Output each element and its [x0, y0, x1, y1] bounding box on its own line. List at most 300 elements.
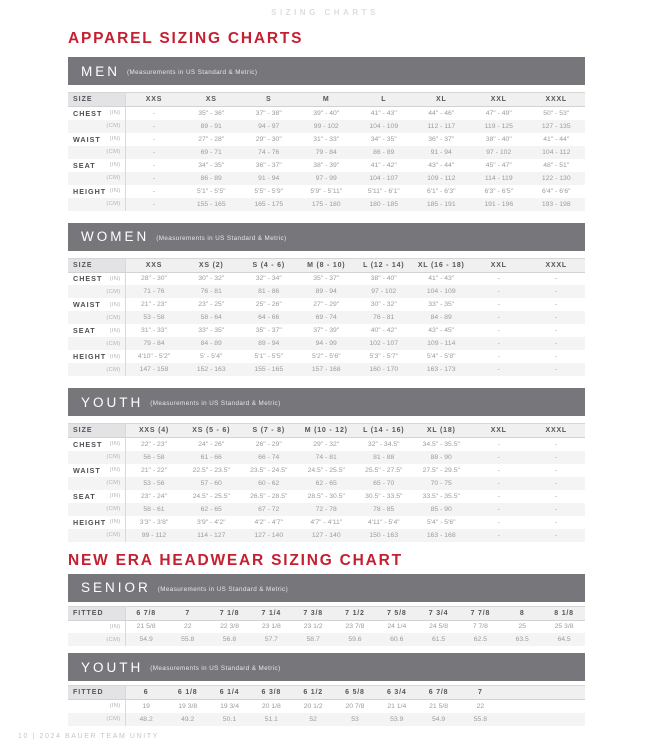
size-value: 4'7" - 4'11": [310, 518, 343, 526]
fitted-header-row: [68, 686, 585, 700]
row-label-cell: [68, 298, 125, 311]
unit-label: (IN): [109, 162, 121, 168]
size-value: 20 7/8: [345, 702, 365, 710]
size-value: 67 - 72: [240, 503, 298, 516]
row-label-wrap: [68, 274, 125, 283]
size-value: -: [555, 353, 558, 360]
size-value: 109 - 112: [413, 172, 471, 185]
fitted-size-value: 7 5/8: [376, 606, 418, 620]
row-label-wrap: [68, 492, 125, 501]
size-value: 31" - 33": [313, 135, 340, 143]
size-value: -: [470, 529, 528, 542]
size-value: 26.5" - 28.5": [250, 492, 288, 500]
column-header: S (7 - 8): [240, 424, 298, 438]
size-value: 56 - 58: [125, 451, 183, 464]
size-value: 60 - 62: [240, 477, 298, 490]
size-value: -: [555, 466, 558, 474]
row-label-wrap: [68, 123, 125, 129]
size-value: 23 1/2: [303, 623, 323, 631]
size-value: 99 - 102: [298, 120, 356, 133]
size-value: 21" - 23": [141, 301, 167, 308]
table-row: [68, 285, 585, 298]
size-value: 5'2" - 5'6": [311, 353, 341, 360]
fitted-size-value: 6 7/8: [418, 686, 460, 700]
size-value: 29" - 32": [313, 440, 340, 448]
column-header: XXS (4): [125, 424, 183, 438]
row-label-wrap: [68, 289, 125, 295]
measurement-note: (Measurements in US Standard & Metric): [157, 585, 289, 593]
row-label-wrap: [68, 703, 125, 709]
unit-label: (CM): [106, 480, 121, 486]
row-label-cell: [68, 477, 125, 490]
fitted-size-value: [543, 686, 585, 700]
size-value: 21" - 22": [141, 466, 167, 474]
unit-label: (CM): [106, 201, 121, 207]
table-row: [68, 311, 585, 324]
size-value: -: [528, 311, 586, 324]
row-label-wrap: [68, 716, 125, 722]
size-value: 65 - 70: [355, 477, 413, 490]
size-value: 24 1/4: [387, 623, 407, 631]
unit-label: (CM): [106, 454, 121, 460]
size-value: 58 - 61: [125, 503, 183, 516]
size-value: -: [528, 363, 586, 376]
row-label-wrap: [68, 352, 125, 361]
table-row: [68, 438, 585, 451]
size-value: 112 - 117: [413, 120, 471, 133]
size-value: 6'3" - 6'5": [484, 187, 514, 195]
row-label: CHEST: [73, 274, 103, 284]
size-column-header: SIZE: [68, 424, 125, 438]
size-value: 34" - 35": [370, 135, 397, 143]
row-label-cell: [68, 311, 125, 324]
table-row: [68, 198, 585, 211]
size-value: 114 - 119: [470, 172, 528, 185]
unit-label: (IN): [109, 136, 121, 142]
column-header: XXL: [470, 93, 528, 107]
column-header: XXL: [470, 258, 528, 272]
table-row: [68, 146, 585, 159]
row-label-cell: [68, 363, 125, 376]
size-value: 53 - 56: [125, 477, 183, 490]
size-value: 150 - 163: [355, 529, 413, 542]
size-value: -: [152, 109, 156, 117]
size-value: -: [528, 337, 586, 350]
size-value: 55.8: [167, 633, 209, 646]
size-value: 157 - 168: [298, 363, 356, 376]
row-label-cell: [68, 324, 125, 337]
size-value: -: [528, 503, 586, 516]
table-row: [68, 133, 585, 146]
size-value: 40" - 42": [370, 327, 397, 334]
table-row: [68, 272, 585, 285]
size-value: 23.5" - 24.5": [250, 466, 288, 474]
size-value: -: [528, 529, 586, 542]
size-value: 63.5: [501, 633, 543, 646]
fitted-size-value: 8: [501, 606, 543, 620]
size-value: 38" - 39": [313, 161, 340, 169]
size-value: 97 - 102: [355, 285, 413, 298]
row-label-cell: [68, 120, 125, 133]
size-value: 6'1" - 6'3": [426, 187, 456, 195]
size-value: 36" - 37": [255, 161, 282, 169]
table-row: [68, 477, 585, 490]
table-row: [68, 464, 585, 477]
size-value: 33" - 35": [428, 301, 455, 308]
size-value: -: [497, 353, 500, 360]
size-value: 59.6: [334, 633, 376, 646]
size-value: 56.8: [209, 633, 251, 646]
row-label-cell: [68, 172, 125, 185]
unit-label: (CM): [106, 532, 121, 538]
size-value: 54.9: [418, 713, 460, 726]
size-value: -: [125, 146, 183, 159]
size-value: 28" - 30": [141, 275, 167, 283]
unit-label: (CM): [106, 288, 121, 295]
fitted-size-value: 6 1/2: [292, 686, 334, 700]
apparel-table-women: [68, 258, 585, 377]
row-label-cell: [68, 438, 125, 451]
row-label-cell: [68, 633, 125, 646]
size-value: -: [497, 466, 500, 474]
unit-label: (IN): [109, 327, 121, 334]
row-label-cell: [68, 272, 125, 285]
size-value: 22.5" - 23.5": [192, 466, 230, 474]
unit-label: (IN): [109, 441, 121, 448]
size-value: 127 - 135: [528, 120, 586, 133]
size-value: 58.7: [292, 633, 334, 646]
column-header: XXXL: [528, 258, 586, 272]
row-label-wrap: [68, 300, 125, 309]
size-value: 21 5/8: [136, 623, 156, 631]
size-value: 41" - 44": [543, 135, 570, 143]
row-label-wrap: [68, 624, 125, 630]
table-row: [68, 172, 585, 185]
size-value: 72 - 78: [298, 503, 356, 516]
size-column-header: SIZE: [68, 258, 125, 272]
row-label: WAIST: [73, 134, 101, 144]
size-value: 94 - 97: [240, 120, 298, 133]
row-label-wrap: [68, 367, 125, 373]
row-label-wrap: [68, 466, 125, 475]
size-value: 69 - 74: [298, 311, 356, 324]
size-value: 155 - 165: [183, 198, 241, 211]
size-value: 19 3/8: [178, 702, 198, 710]
size-value: 79 - 84: [298, 146, 356, 159]
size-value: -: [470, 311, 528, 324]
size-value: 19 3/4: [220, 702, 239, 710]
table-row: [68, 120, 585, 133]
section-bar-youth: [68, 653, 585, 681]
size-value: 23 1/8: [261, 623, 281, 631]
fitted-size-value: 6 1/4: [209, 686, 251, 700]
size-value: 3'3" - 3'8": [139, 518, 169, 526]
size-value: 5' - 5'4": [200, 353, 223, 360]
size-value: -: [555, 275, 558, 283]
section-bar-senior: [68, 574, 585, 602]
size-value: 50" - 53": [543, 109, 570, 117]
table-header-row: [68, 93, 585, 107]
measurement-note: (Measurements in US Standard & Metric): [156, 234, 287, 242]
apparel-table-youth: [68, 423, 585, 542]
size-value: -: [470, 477, 528, 490]
size-value: 163 - 168: [413, 529, 471, 542]
row-label-wrap: [68, 109, 125, 118]
page-content: [0, 30, 650, 726]
size-value: 4'10" - 5'2": [137, 353, 171, 360]
row-label-cell: [68, 146, 125, 159]
size-value: -: [470, 503, 528, 516]
size-value: 45" - 47": [485, 161, 512, 169]
table-row: [68, 159, 585, 172]
row-label-cell: [68, 133, 125, 146]
unit-label: (CM): [106, 175, 121, 181]
row-label-cell: [68, 503, 125, 516]
size-value: 64 - 66: [240, 311, 298, 324]
row-label-cell: [68, 198, 125, 211]
size-value: 89 - 94: [240, 337, 298, 350]
size-value: 41" - 43": [428, 275, 455, 283]
size-value: -: [497, 518, 500, 526]
size-value: -: [497, 440, 500, 448]
fitted-size-value: 7 3/8: [292, 606, 334, 620]
size-value: 191 - 196: [470, 198, 528, 211]
size-value: 76 - 81: [183, 285, 241, 298]
size-value: 34.5" - 35.5": [422, 440, 460, 448]
size-value: 20 1/8: [261, 702, 281, 710]
table-row: [68, 633, 585, 646]
size-value: 52: [292, 713, 334, 726]
fitted-size-value: 7 1/8: [209, 606, 251, 620]
fitted-size-value: 6 1/8: [167, 686, 209, 700]
size-value: 70 - 75: [413, 477, 471, 490]
size-value: 22: [476, 702, 485, 710]
table-row: [68, 490, 585, 503]
section-bar-men: [68, 57, 585, 85]
size-value: 61.5: [418, 633, 460, 646]
row-label: HEIGHT: [73, 352, 107, 361]
size-value: 160 - 170: [355, 363, 413, 376]
section-bar-women: [68, 223, 585, 251]
size-value: 79 - 84: [125, 337, 183, 350]
row-label: CHEST: [73, 439, 103, 449]
size-value: 102 - 107: [355, 337, 413, 350]
size-value: -: [152, 187, 156, 195]
column-header: XL (16 - 18): [413, 258, 471, 272]
size-value: 104 - 109: [355, 120, 413, 133]
column-header: L (14 - 16): [355, 424, 413, 438]
row-label-cell: [68, 620, 125, 633]
size-value: 89 - 91: [183, 120, 241, 133]
size-value: 24.5" - 25.5": [307, 466, 345, 474]
size-value: 48.2: [125, 713, 167, 726]
fitted-size-value: 7 3/4: [418, 606, 460, 620]
size-value: 61 - 66: [183, 451, 241, 464]
row-label-wrap: [68, 532, 125, 538]
column-header: M: [298, 93, 356, 107]
size-value: 60.6: [376, 633, 418, 646]
size-value: 54.9: [125, 633, 167, 646]
size-value: 5'1" - 5'5": [254, 353, 284, 360]
page-footer: 10 | 2024 BAUER TEAM UNITY: [18, 733, 159, 740]
measurement-note: (Measurements in US Standard & Metric): [150, 665, 281, 672]
size-value: 21 5/8: [429, 702, 449, 710]
row-label-cell: [68, 713, 125, 726]
size-value: 64.5: [543, 633, 585, 646]
row-label: WAIST: [73, 465, 101, 475]
size-value: 57 - 60: [183, 477, 241, 490]
headwear-table-youth: [68, 685, 585, 726]
row-label-cell: [68, 350, 125, 363]
size-value: 33" - 35": [198, 327, 225, 334]
table-row: [68, 451, 585, 464]
column-header: L: [355, 93, 413, 107]
headwear-table-senior: [68, 606, 585, 647]
row-label: SEAT: [73, 160, 96, 170]
size-value: 41" - 43": [370, 109, 397, 117]
size-value: -: [470, 363, 528, 376]
size-value: -: [497, 301, 500, 308]
section-title: MEN: [81, 63, 120, 79]
size-value: 88 - 90: [413, 451, 471, 464]
size-value: 19: [142, 702, 150, 710]
row-label-cell: [68, 451, 125, 464]
size-value: 58 - 64: [183, 311, 241, 324]
row-label: HEIGHT: [73, 517, 107, 527]
size-value: 23" - 25": [198, 301, 225, 308]
column-header: XXS: [125, 258, 183, 272]
size-value: 127 - 140: [298, 529, 356, 542]
size-value: -: [497, 275, 500, 283]
size-value: 37" - 39": [313, 327, 340, 334]
size-value: 91 - 94: [413, 146, 471, 159]
size-value: -: [470, 285, 528, 298]
table-row: [68, 350, 585, 363]
column-header: XS (5 - 6): [183, 424, 241, 438]
size-value: -: [152, 161, 156, 169]
table-row: [68, 363, 585, 376]
size-value: 41" - 42": [370, 161, 397, 169]
row-label-wrap: [68, 187, 125, 196]
size-value: 104 - 107: [355, 172, 413, 185]
size-value: 114 - 127: [183, 529, 241, 542]
table-row: [68, 620, 585, 633]
unit-label: (CM): [106, 366, 121, 373]
row-label-cell: [68, 159, 125, 172]
size-value: -: [125, 120, 183, 133]
size-value: 27.5" - 29.5": [422, 466, 460, 474]
size-value: 81 - 88: [355, 451, 413, 464]
table-header-row: [68, 258, 585, 272]
size-value: -: [125, 198, 183, 211]
measurement-note: (Measurements in US Standard & Metric): [127, 69, 258, 76]
unit-label: (CM): [106, 340, 121, 347]
size-value: -: [497, 492, 500, 500]
column-header: M (10 - 12): [298, 424, 356, 438]
size-value: 155 - 165: [240, 363, 298, 376]
size-value: 39" - 40": [313, 109, 340, 117]
unit-label: (CM): [106, 314, 121, 321]
size-value: 25 3/8: [554, 623, 574, 631]
size-value: 25.5" - 27.5": [365, 466, 403, 474]
size-value: 147 - 158: [125, 363, 183, 376]
size-value: 94 - 99: [298, 337, 356, 350]
row-label-cell: [68, 107, 125, 120]
row-label: CHEST: [73, 108, 103, 118]
size-value: 36" - 37": [428, 135, 455, 143]
fitted-size-value: 6 5/8: [334, 686, 376, 700]
section-title: WOMEN: [81, 229, 150, 244]
size-value: -: [152, 135, 156, 143]
fitted-column-header: FITTED: [68, 606, 125, 620]
size-value: 4'2" - 4'7": [254, 518, 284, 526]
size-value: 53.9: [376, 713, 418, 726]
size-value: 24" - 26": [198, 440, 225, 448]
size-value: -: [528, 285, 586, 298]
size-value: 109 - 114: [413, 337, 471, 350]
table-row: [68, 107, 585, 120]
unit-label: (CM): [106, 506, 121, 512]
size-value: 193 - 198: [528, 198, 586, 211]
unit-label: (CM): [106, 123, 121, 129]
table-row: [68, 529, 585, 542]
size-value: 50.1: [209, 713, 251, 726]
size-value: 32" - 34": [255, 275, 282, 283]
size-value: 27" - 28": [198, 135, 225, 143]
size-value: 53 - 58: [125, 311, 183, 324]
headwear-heading: NEW ERA HEADWEAR SIZING CHART: [68, 551, 403, 569]
size-value: 6'4" - 6'6": [541, 187, 571, 195]
size-value: 35" - 36": [198, 109, 225, 117]
unit-label: (IN): [109, 493, 121, 499]
apparel-sections: [68, 57, 585, 542]
table-row: [68, 700, 585, 713]
size-value: 7 7/8: [472, 623, 488, 631]
size-value: 22 3/8: [220, 623, 239, 631]
size-value: 38" - 40": [370, 275, 397, 283]
column-header: XXL: [470, 424, 528, 438]
section-title: SENIOR: [81, 580, 151, 595]
row-label-wrap: [68, 454, 125, 460]
fitted-size-value: 6 3/8: [250, 686, 292, 700]
fitted-size-value: 7: [167, 606, 209, 620]
row-label-cell: [68, 700, 125, 713]
unit-label: (IN): [109, 703, 121, 710]
size-value: 71 - 76: [125, 285, 183, 298]
unit-label: (IN): [109, 110, 121, 117]
size-value: 104 - 109: [413, 285, 471, 298]
section-title: YOUTH: [81, 659, 144, 675]
size-value: 5'4" - 5'6": [426, 518, 456, 526]
row-label: SEAT: [73, 491, 96, 501]
size-value: 66 - 74: [240, 451, 298, 464]
page-header-label: SIZING CHARTS: [271, 8, 379, 17]
row-label: WAIST: [73, 300, 101, 309]
unit-label: (IN): [109, 188, 121, 194]
table-row: [68, 713, 585, 726]
size-value: 122 - 130: [528, 172, 586, 185]
row-label-wrap: [68, 637, 125, 643]
size-value: 34" - 35": [198, 161, 225, 169]
size-value: 20 1/2: [303, 702, 323, 710]
size-value: 35" - 37": [313, 275, 340, 283]
size-value: 26" - 29": [255, 440, 282, 448]
table-row: [68, 503, 585, 516]
unit-label: (CM): [106, 636, 121, 643]
size-value: 5'11" - 6'1": [367, 187, 400, 195]
size-value: 74 - 81: [298, 451, 356, 464]
size-value: 53: [334, 713, 376, 726]
